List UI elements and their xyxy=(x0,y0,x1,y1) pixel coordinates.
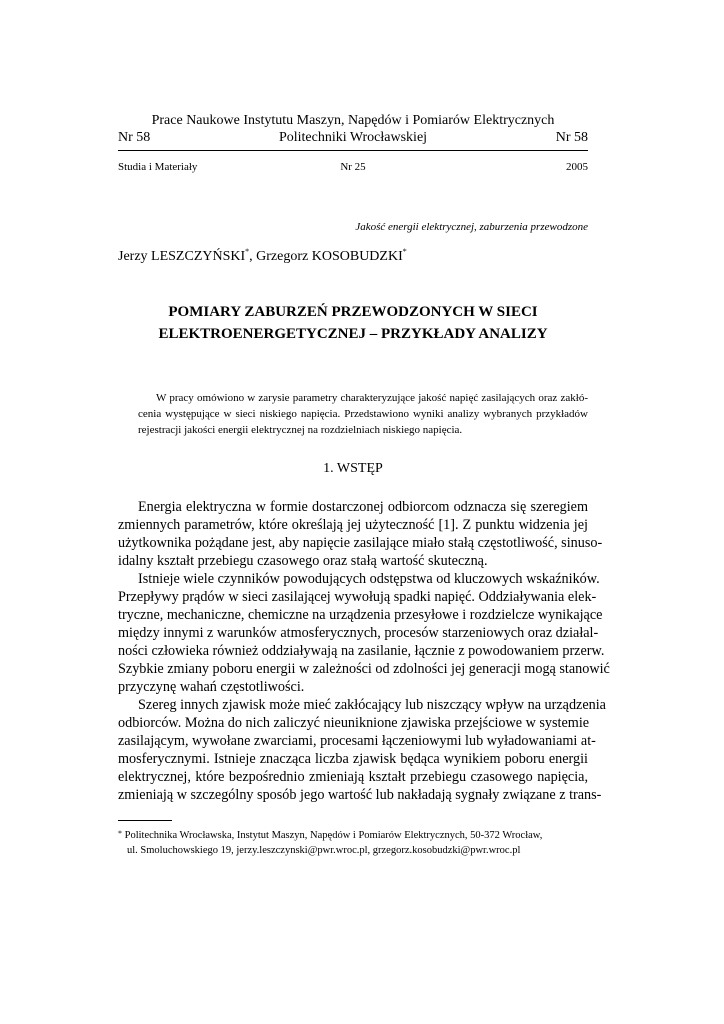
author-1-mark: * xyxy=(245,247,250,256)
body-line: elektrycznej, które bezpośrednio zmieniają kształt przebiegu czasowego napięcia, xyxy=(118,769,588,785)
publication-year: 2005 xyxy=(566,161,588,173)
body-line: zmiennych parametrów, które określają jej użyteczność [1]. Z punktu widzenia jej xyxy=(118,517,588,533)
body-line: Energia elektryczna w formie dostarczonej odbiorcom odznacza się szeregiem xyxy=(138,499,588,515)
series-number: Nr 25 xyxy=(340,161,366,173)
body-line: Szybkie zmiany poboru energii w zależności od zdolności jej generacji mogą stanowić xyxy=(118,661,610,677)
abstract xyxy=(138,390,588,438)
body-line: Przepływy prądów w sieci zasilającej wywołują spadki napięć. Oddziaływania elek- xyxy=(118,589,597,605)
footnote-line-1: * Politechnika Wrocławska, Instytut Maszyn, Napędów i Pomiarów Elektrycznych, 50-372 Wrocław, xyxy=(118,829,543,841)
body-line: idalny kształt przebiegu czasowego oraz stałą wartość skuteczną. xyxy=(118,553,488,569)
author-2: Grzegorz KOSOBUDZKI xyxy=(256,249,403,264)
title-line-1: POMIARY ZABURZEŃ PRZEWODZONYCH W SIECI xyxy=(168,304,538,320)
body-line: Istnieje wiele czynników powodujących odstępstwa od kluczowych wskaźników. xyxy=(138,571,600,587)
paper-title xyxy=(118,301,588,345)
footnote-line-2: ul. Smoluchowskiego 19, jerzy.leszczynski@pwr.wroc.pl, grzegorz.kosobudzki@pwr.wroc.pl xyxy=(127,845,521,856)
issue-number-right: Nr 58 xyxy=(555,130,588,145)
keywords: Jakość energii elektrycznej, zaburzenia przewodzone xyxy=(355,221,588,233)
author-2-mark: * xyxy=(402,247,407,256)
body-line: zmieniają w szczególny sposób jego wartość lub nakładają sygnały związane z trans- xyxy=(118,787,602,803)
university-name: Politechniki Wrocławskiej xyxy=(278,130,428,145)
footnote xyxy=(118,828,588,858)
body-line: Szereg innych zjawisk może mieć zakłócający lub niszczący wpływ na urządzenia xyxy=(138,697,606,713)
issue-number-left: Nr 58 xyxy=(118,130,151,145)
abstract-line: W pracy omówiono w zarysie parametry charakteryzujące jakość napięć zasilających oraz zakłó- xyxy=(156,392,588,404)
author-separator: , xyxy=(249,249,257,264)
body-line: przyczynę wahań częstotliwości. xyxy=(118,679,305,695)
body-line: odbiorców. Można do nich zaliczyć nieuniknione zjawiska przejściowe w systemie xyxy=(118,715,590,731)
series-name: Studia i Materiały xyxy=(118,161,198,173)
author-1: Jerzy LESZCZYŃSKI xyxy=(118,249,246,264)
abstract-line: cenia występujące w sieci niskiego napięcia. Przedstawiono wyniki analizy wybranych przykładów xyxy=(138,408,588,420)
section-heading: 1. WSTĘP xyxy=(323,461,383,476)
body-line: między innymi z warunków atmosferycznych, procesów starzeniowych oraz działal- xyxy=(118,625,599,641)
body-line: ności człowieka również oddziaływają na zasilanie, łącznie z powodowaniem przerw. xyxy=(118,643,605,659)
body-line: tryczne, mechaniczne, chemiczne na urządzenia przesyłowe i rozdzielcze wynikające xyxy=(118,607,603,623)
footnote-rule xyxy=(118,820,172,821)
footnote-mark: * xyxy=(118,829,122,838)
body-line: użytkownika pożądane jest, aby napięcie zasilające miało stałą częstotliwość, sinuso- xyxy=(118,535,603,551)
body-line: zasilającym, wywołane zwarciami, procesami łączeniowymi lub wyładowaniami at- xyxy=(118,733,596,749)
body-line: mosferycznymi. Istnieje znacząca liczba zjawisk będąca wynikiem poboru energii xyxy=(118,751,588,767)
header-rule xyxy=(118,150,588,151)
journal-name: Prace Naukowe Instytutu Maszyn, Napędów i Pomiarów Elektrycznych xyxy=(151,113,555,128)
title-line-2: ELEKTROENERGETYCZNEJ – PRZYKŁADY ANALIZY xyxy=(158,326,548,342)
abstract-line: rejestracji jakości energii elektrycznej na rozdzielniach niskiego napięcia. xyxy=(138,424,463,436)
authors xyxy=(118,249,407,265)
